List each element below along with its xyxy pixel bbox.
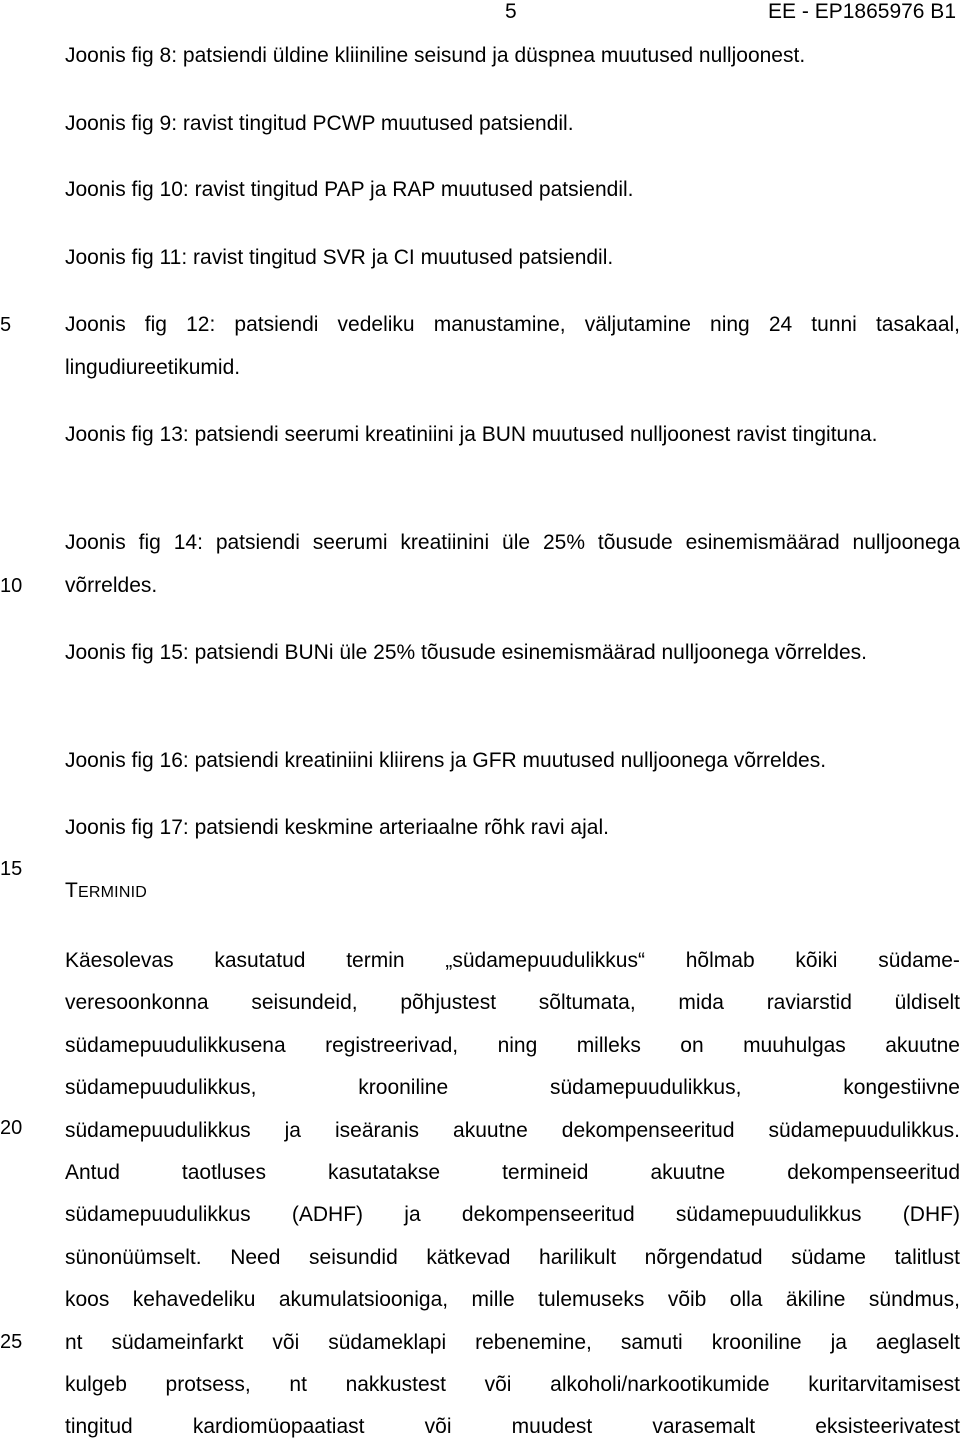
page-header [0,0,960,28]
body-line: kulgeb protsess, nt nakkustest või alkoholi/narkootikumide kuritarvitamisest [65,1372,960,1396]
figure-caption-16: Joonis fig 16: patsiendi kreatiniini kliirens ja GFR muutused nulljoonega võrreldes. [65,749,827,772]
body-line: Käesolevas kasutatud termin „südamepuudulikkus“ hõlmab kõiki südame- [65,949,960,972]
body-line: nt südameinfarkt või südameklapi rebenemine, samuti krooniline ja aeglaselt [65,1330,960,1354]
figure-caption-13: Joonis fig 13: patsiendi seerumi kreatiniini ja BUN muutused nulljoonest ravist tingituna. [65,423,878,446]
document-id: EE - EP1865976 B1 [768,0,956,23]
body-line: südamepuudulikkus, krooniline südamepuudulikkus, kongestiivne [65,1076,960,1100]
page-number: 5 [505,0,517,23]
figure-caption-14: Joonis fig 14: patsiendi seerumi kreatiinini üle 25% tõusude esinemismäärad nulljoonega võrreldes. [65,531,960,597]
figure-caption-10: Joonis fig 10: ravist tingitud PAP ja RAP muutused patsiendil. [65,178,634,201]
figure-caption-12: Joonis fig 12: patsiendi vedeliku manustamine, väljutamine ning 24 tunni tasakaal, lingudiureetikumid. [65,313,960,379]
body-line: sünonüümselt. Need seisundid kätkevad harilikult nõrgendatud südame talitlust [65,1245,960,1269]
body-line: veresoonkonna seisundeid, põhjustest sõltumata, mida raviarstid üldiselt [65,991,960,1015]
figure-caption-8: Joonis fig 8: patsiendi üldine kliiniline seisund ja düspnea muutused nulljoonest. [65,44,806,67]
body-line: Antud taotluses kasutatakse termineid akuutne dekompenseeritud [65,1160,960,1184]
section-heading [65,879,147,903]
figure-caption-11: Joonis fig 11: ravist tingitud SVR ja CI muutused patsiendil. [65,246,614,269]
line-number: 15 [0,858,23,880]
body-paragraph [65,940,960,1449]
body-line: tingitud kardiomüopaatiast või muudest varasemalt eksisteerivatest [65,1415,960,1439]
body-line: südamepuudulikkus (ADHF) ja dekompenseeritud südamepuudulikkus (DHF) [65,1203,960,1227]
figure-caption-9: Joonis fig 9: ravist tingitud PCWP muutused patsiendil. [65,112,574,135]
section-heading-rest: ERMINID [78,884,147,901]
line-number: 20 [0,1117,23,1139]
figure-caption-15: Joonis fig 15: patsiendi BUNi üle 25% tõusude esinemismäärad nulljoonega võrreldes. [65,641,867,664]
body-line: koos kehavedeliku akumulatsiooniga, mille tulemuseks võib olla äkiline sündmus, [65,1288,960,1312]
section-heading-initial: T [65,879,79,902]
body-line: südamepuudulikkus ja iseäranis akuutne dekompenseeritud südamepuudulikkus. [65,1118,960,1142]
line-number: 10 [0,575,23,597]
body-line: südamepuudulikkusena registreerivad, ning milleks on muuhulgas akuutne [65,1033,960,1057]
line-number: 25 [0,1331,23,1353]
figure-caption-17: Joonis fig 17: patsiendi keskmine arteriaalne rõhk ravi ajal. [65,816,609,839]
line-number: 5 [0,314,12,336]
